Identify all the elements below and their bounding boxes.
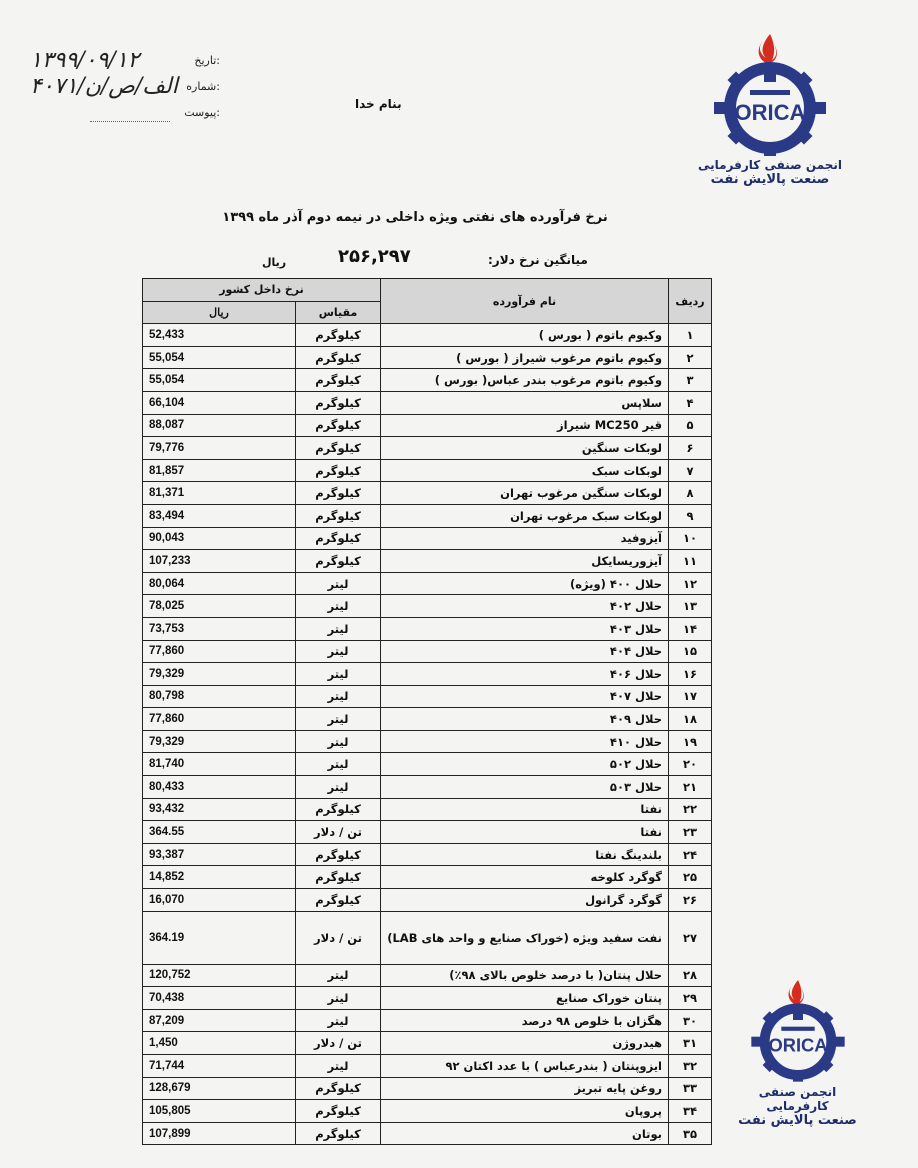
price-table: [142, 278, 712, 1145]
name-cell: وکیوم باتوم ( بورس ): [381, 324, 669, 347]
number-handwritten: ۴۰۷۱/الف/ص/ن: [30, 74, 178, 99]
attachment-row: [30, 102, 230, 128]
price-cell: 81,857: [143, 459, 296, 482]
date-label: تاریخ:: [194, 54, 220, 67]
price-cell: 16,070: [143, 889, 296, 912]
unit-cell: کیلوگرم: [296, 843, 381, 866]
unit-cell: لیتر: [296, 987, 381, 1010]
unit-cell: لیتر: [296, 964, 381, 987]
idx-cell: ۴: [669, 391, 712, 414]
price-cell: 80,433: [143, 776, 296, 799]
orica-gear-icon-bottom: [748, 975, 848, 1085]
unit-cell: کیلوگرم: [296, 459, 381, 482]
idx-cell: ۳۰: [669, 1009, 712, 1032]
name-cell: لوبکات سنگین: [381, 437, 669, 460]
unit-cell: لیتر: [296, 640, 381, 663]
idx-cell: ۵: [669, 414, 712, 437]
price-cell: 52,433: [143, 324, 296, 347]
price-cell: 81,740: [143, 753, 296, 776]
idx-cell: ۱۲: [669, 572, 712, 595]
table-row: [143, 504, 712, 527]
table-row: [143, 482, 712, 505]
idx-cell: ۱۹: [669, 730, 712, 753]
orica-gear-icon: [710, 30, 830, 158]
idx-cell: ۳۳: [669, 1077, 712, 1100]
unit-cell: لیتر: [296, 730, 381, 753]
table-row: [143, 964, 712, 987]
name-cell: حلال ۴۰۲: [381, 595, 669, 618]
price-cell: 14,852: [143, 866, 296, 889]
unit-cell: لیتر: [296, 708, 381, 731]
name-cell: روغن پایه تبریز: [381, 1077, 669, 1100]
unit-cell: کیلوگرم: [296, 391, 381, 414]
name-cell: آیزوفید: [381, 527, 669, 550]
name-cell: حلال ۴۱۰: [381, 730, 669, 753]
table-row: [143, 1009, 712, 1032]
idx-cell: ۱۴: [669, 617, 712, 640]
name-cell: وکیوم باتوم مرغوب شیراز ( بورس ): [381, 346, 669, 369]
idx-cell: ۳: [669, 369, 712, 392]
idx-cell: ۲۷: [669, 911, 712, 964]
unit-cell: کیلوگرم: [296, 889, 381, 912]
price-cell: 120,752: [143, 964, 296, 987]
price-cell: 79,329: [143, 663, 296, 686]
document-title: نرخ فرآورده های نفتی ویژه داخلی در نیمه دوم آذر ماه ۱۳۹۹: [222, 210, 608, 225]
idx-cell: ۲۹: [669, 987, 712, 1010]
basmala: بنام خدا: [355, 97, 402, 111]
name-cell: حلال ۵۰۳: [381, 776, 669, 799]
price-cell: 105,805: [143, 1100, 296, 1123]
attachment-line: [90, 121, 170, 122]
name-cell: پروپان: [381, 1100, 669, 1123]
idx-cell: ۳۱: [669, 1032, 712, 1055]
price-cell: 88,087: [143, 414, 296, 437]
price-cell: 128,679: [143, 1077, 296, 1100]
idx-cell: ۱: [669, 324, 712, 347]
name-cell: گوگرد کلوخه: [381, 866, 669, 889]
price-cell: 364.19: [143, 911, 296, 964]
table-row: [143, 640, 712, 663]
name-cell: ایزوپنتان ( بندرعباس ) با عدد اکتان ۹۲: [381, 1055, 669, 1078]
table-row: [143, 911, 712, 964]
idx-cell: ۱۶: [669, 663, 712, 686]
name-cell: نفتا: [381, 821, 669, 844]
table-row: [143, 1032, 712, 1055]
unit-cell: کیلوگرم: [296, 504, 381, 527]
unit-cell: کیلوگرم: [296, 550, 381, 573]
number-row: [30, 76, 230, 102]
idx-cell: ۲: [669, 346, 712, 369]
col-unit-header: مقیاس: [296, 301, 381, 324]
name-cell: سلاپس: [381, 391, 669, 414]
table-row: [143, 843, 712, 866]
price-cell: 80,064: [143, 572, 296, 595]
unit-cell: کیلوگرم: [296, 798, 381, 821]
price-cell: 77,860: [143, 708, 296, 731]
date-handwritten: ۱۳۹۹/۰۹/۱۲: [30, 48, 140, 73]
col-idx-header: ردیف: [669, 279, 712, 324]
price-cell: 78,025: [143, 595, 296, 618]
name-cell: حلال ۴۰۴: [381, 640, 669, 663]
idx-cell: ۲۰: [669, 753, 712, 776]
table-row: [143, 798, 712, 821]
table-row: [143, 595, 712, 618]
idx-cell: ۲۸: [669, 964, 712, 987]
logo2-caption-line1: انجمن صنفی کارفرمایی: [758, 1085, 837, 1113]
name-cell: لوبکات سبک: [381, 459, 669, 482]
name-cell: نفت سفید ویژه (خوراک صنایع و واحد های LAB): [381, 911, 669, 964]
table-row: [143, 821, 712, 844]
idx-cell: ۸: [669, 482, 712, 505]
avg-rate-unit: ریال: [262, 256, 287, 269]
logo-mark-text: ORICA: [734, 100, 806, 125]
unit-cell: کیلوگرم: [296, 369, 381, 392]
group-header: نرخ داخل کشور: [143, 279, 381, 302]
price-cell: 90,043: [143, 527, 296, 550]
unit-cell: لیتر: [296, 1009, 381, 1032]
price-cell: 93,387: [143, 843, 296, 866]
unit-cell: لیتر: [296, 617, 381, 640]
name-cell: حلال ۴۰۳: [381, 617, 669, 640]
idx-cell: ۹: [669, 504, 712, 527]
name-cell: حلال پنتان( با درصد خلوص بالای ۹۸٪): [381, 964, 669, 987]
idx-cell: ۲۲: [669, 798, 712, 821]
name-cell: آیزوریسایکل: [381, 550, 669, 573]
price-cell: 83,494: [143, 504, 296, 527]
idx-cell: ۲۴: [669, 843, 712, 866]
price-cell: 66,104: [143, 391, 296, 414]
price-cell: 107,899: [143, 1122, 296, 1145]
idx-cell: ۱۷: [669, 685, 712, 708]
letter-meta: [30, 50, 230, 128]
price-cell: 1,450: [143, 1032, 296, 1055]
price-cell: 107,233: [143, 550, 296, 573]
unit-cell: لیتر: [296, 595, 381, 618]
orica-logo: [695, 30, 845, 200]
idx-cell: ۳۵: [669, 1122, 712, 1145]
table-row: [143, 346, 712, 369]
avg-rate-label: میانگین نرخ دلار:: [488, 253, 588, 267]
unit-cell: تن / دلار: [296, 911, 381, 964]
logo-caption-line2: صنعت پالایش نفت: [710, 172, 830, 187]
table-row: [143, 866, 712, 889]
attachment-label: پیوست:: [184, 106, 220, 119]
table-row: [143, 1077, 712, 1100]
name-cell: بلندینگ نفتا: [381, 843, 669, 866]
unit-cell: لیتر: [296, 1055, 381, 1078]
avg-rate-value: ۲۵۶,۲۹۷: [338, 246, 411, 267]
unit-cell: کیلوگرم: [296, 1100, 381, 1123]
name-cell: لوبکات سبک مرغوب تهران: [381, 504, 669, 527]
logo2-mark-text: ORICA: [767, 1034, 828, 1056]
price-cell: 77,860: [143, 640, 296, 663]
idx-cell: ۱۳: [669, 595, 712, 618]
unit-cell: لیتر: [296, 753, 381, 776]
unit-cell: لیتر: [296, 685, 381, 708]
unit-cell: کیلوگرم: [296, 346, 381, 369]
unit-cell: کیلوگرم: [296, 1122, 381, 1145]
unit-cell: لیتر: [296, 663, 381, 686]
table-row: [143, 685, 712, 708]
table-row: [143, 324, 712, 347]
name-cell: حلال ۴۰۷: [381, 685, 669, 708]
idx-cell: ۱۰: [669, 527, 712, 550]
unit-cell: کیلوگرم: [296, 437, 381, 460]
price-cell: 87,209: [143, 1009, 296, 1032]
name-cell: هیدروژن: [381, 1032, 669, 1055]
name-cell: گوگرد گرانول: [381, 889, 669, 912]
table-row: [143, 550, 712, 573]
table-row: [143, 987, 712, 1010]
unit-cell: تن / دلار: [296, 821, 381, 844]
idx-cell: ۲۱: [669, 776, 712, 799]
unit-cell: لیتر: [296, 572, 381, 595]
name-cell: حلال ۵۰۲: [381, 753, 669, 776]
idx-cell: ۲۳: [669, 821, 712, 844]
idx-cell: ۱۱: [669, 550, 712, 573]
price-cell: 80,798: [143, 685, 296, 708]
table-row: [143, 527, 712, 550]
price-cell: 364.55: [143, 821, 296, 844]
name-cell: حلال ۴۰۰ (ویژه): [381, 572, 669, 595]
table-row: [143, 572, 712, 595]
number-label: شماره:: [186, 80, 220, 93]
table-body: [143, 324, 712, 1145]
table-row: [143, 776, 712, 799]
table-row: [143, 889, 712, 912]
table-row: [143, 459, 712, 482]
idx-cell: ۶: [669, 437, 712, 460]
table-row: [143, 369, 712, 392]
price-cell: 79,329: [143, 730, 296, 753]
idx-cell: ۳۲: [669, 1055, 712, 1078]
date-row: [30, 50, 230, 76]
price-cell: 55,054: [143, 369, 296, 392]
idx-cell: ۷: [669, 459, 712, 482]
idx-cell: ۲۵: [669, 866, 712, 889]
price-cell: 71,744: [143, 1055, 296, 1078]
price-cell: 73,753: [143, 617, 296, 640]
idx-cell: ۱۵: [669, 640, 712, 663]
name-cell: هگزان با خلوص ۹۸ درصد: [381, 1009, 669, 1032]
name-cell: لوبکات سنگین مرغوب تهران: [381, 482, 669, 505]
idx-cell: ۱۸: [669, 708, 712, 731]
orica-logo-bottom: [735, 975, 860, 1140]
table-row: [143, 1100, 712, 1123]
price-cell: 70,438: [143, 987, 296, 1010]
table-row: [143, 414, 712, 437]
name-cell: حلال ۴۰۶: [381, 663, 669, 686]
logo2-caption-line2: صنعت پالایش نفت: [738, 1113, 857, 1128]
unit-cell: کیلوگرم: [296, 482, 381, 505]
unit-cell: لیتر: [296, 776, 381, 799]
unit-cell: تن / دلار: [296, 1032, 381, 1055]
unit-cell: کیلوگرم: [296, 866, 381, 889]
idx-cell: ۲۶: [669, 889, 712, 912]
price-cell: 81,371: [143, 482, 296, 505]
unit-cell: کیلوگرم: [296, 1077, 381, 1100]
col-name-header: نام فرآورده: [381, 279, 669, 324]
name-cell: پنتان خوراک صنایع: [381, 987, 669, 1010]
name-cell: قیر MC250 شیراز: [381, 414, 669, 437]
table-row: [143, 1122, 712, 1145]
unit-cell: کیلوگرم: [296, 527, 381, 550]
table-row: [143, 437, 712, 460]
unit-cell: کیلوگرم: [296, 414, 381, 437]
table-row: [143, 663, 712, 686]
name-cell: وکیوم باتوم مرغوب بندر عباس( بورس ): [381, 369, 669, 392]
unit-cell: کیلوگرم: [296, 324, 381, 347]
price-cell: 55,054: [143, 346, 296, 369]
table-row: [143, 617, 712, 640]
name-cell: بوتان: [381, 1122, 669, 1145]
table-row: [143, 1055, 712, 1078]
price-cell: 79,776: [143, 437, 296, 460]
table-header-row-1: [143, 279, 712, 302]
price-cell: 93,432: [143, 798, 296, 821]
logo-caption-line1: انجمن صنفی کارفرمایی: [697, 158, 843, 172]
col-price-header: ریال: [143, 301, 296, 324]
name-cell: نفتا: [381, 798, 669, 821]
table-row: [143, 753, 712, 776]
idx-cell: ۳۴: [669, 1100, 712, 1123]
table-row: [143, 730, 712, 753]
table-row: [143, 708, 712, 731]
table-row: [143, 391, 712, 414]
name-cell: حلال ۴۰۹: [381, 708, 669, 731]
